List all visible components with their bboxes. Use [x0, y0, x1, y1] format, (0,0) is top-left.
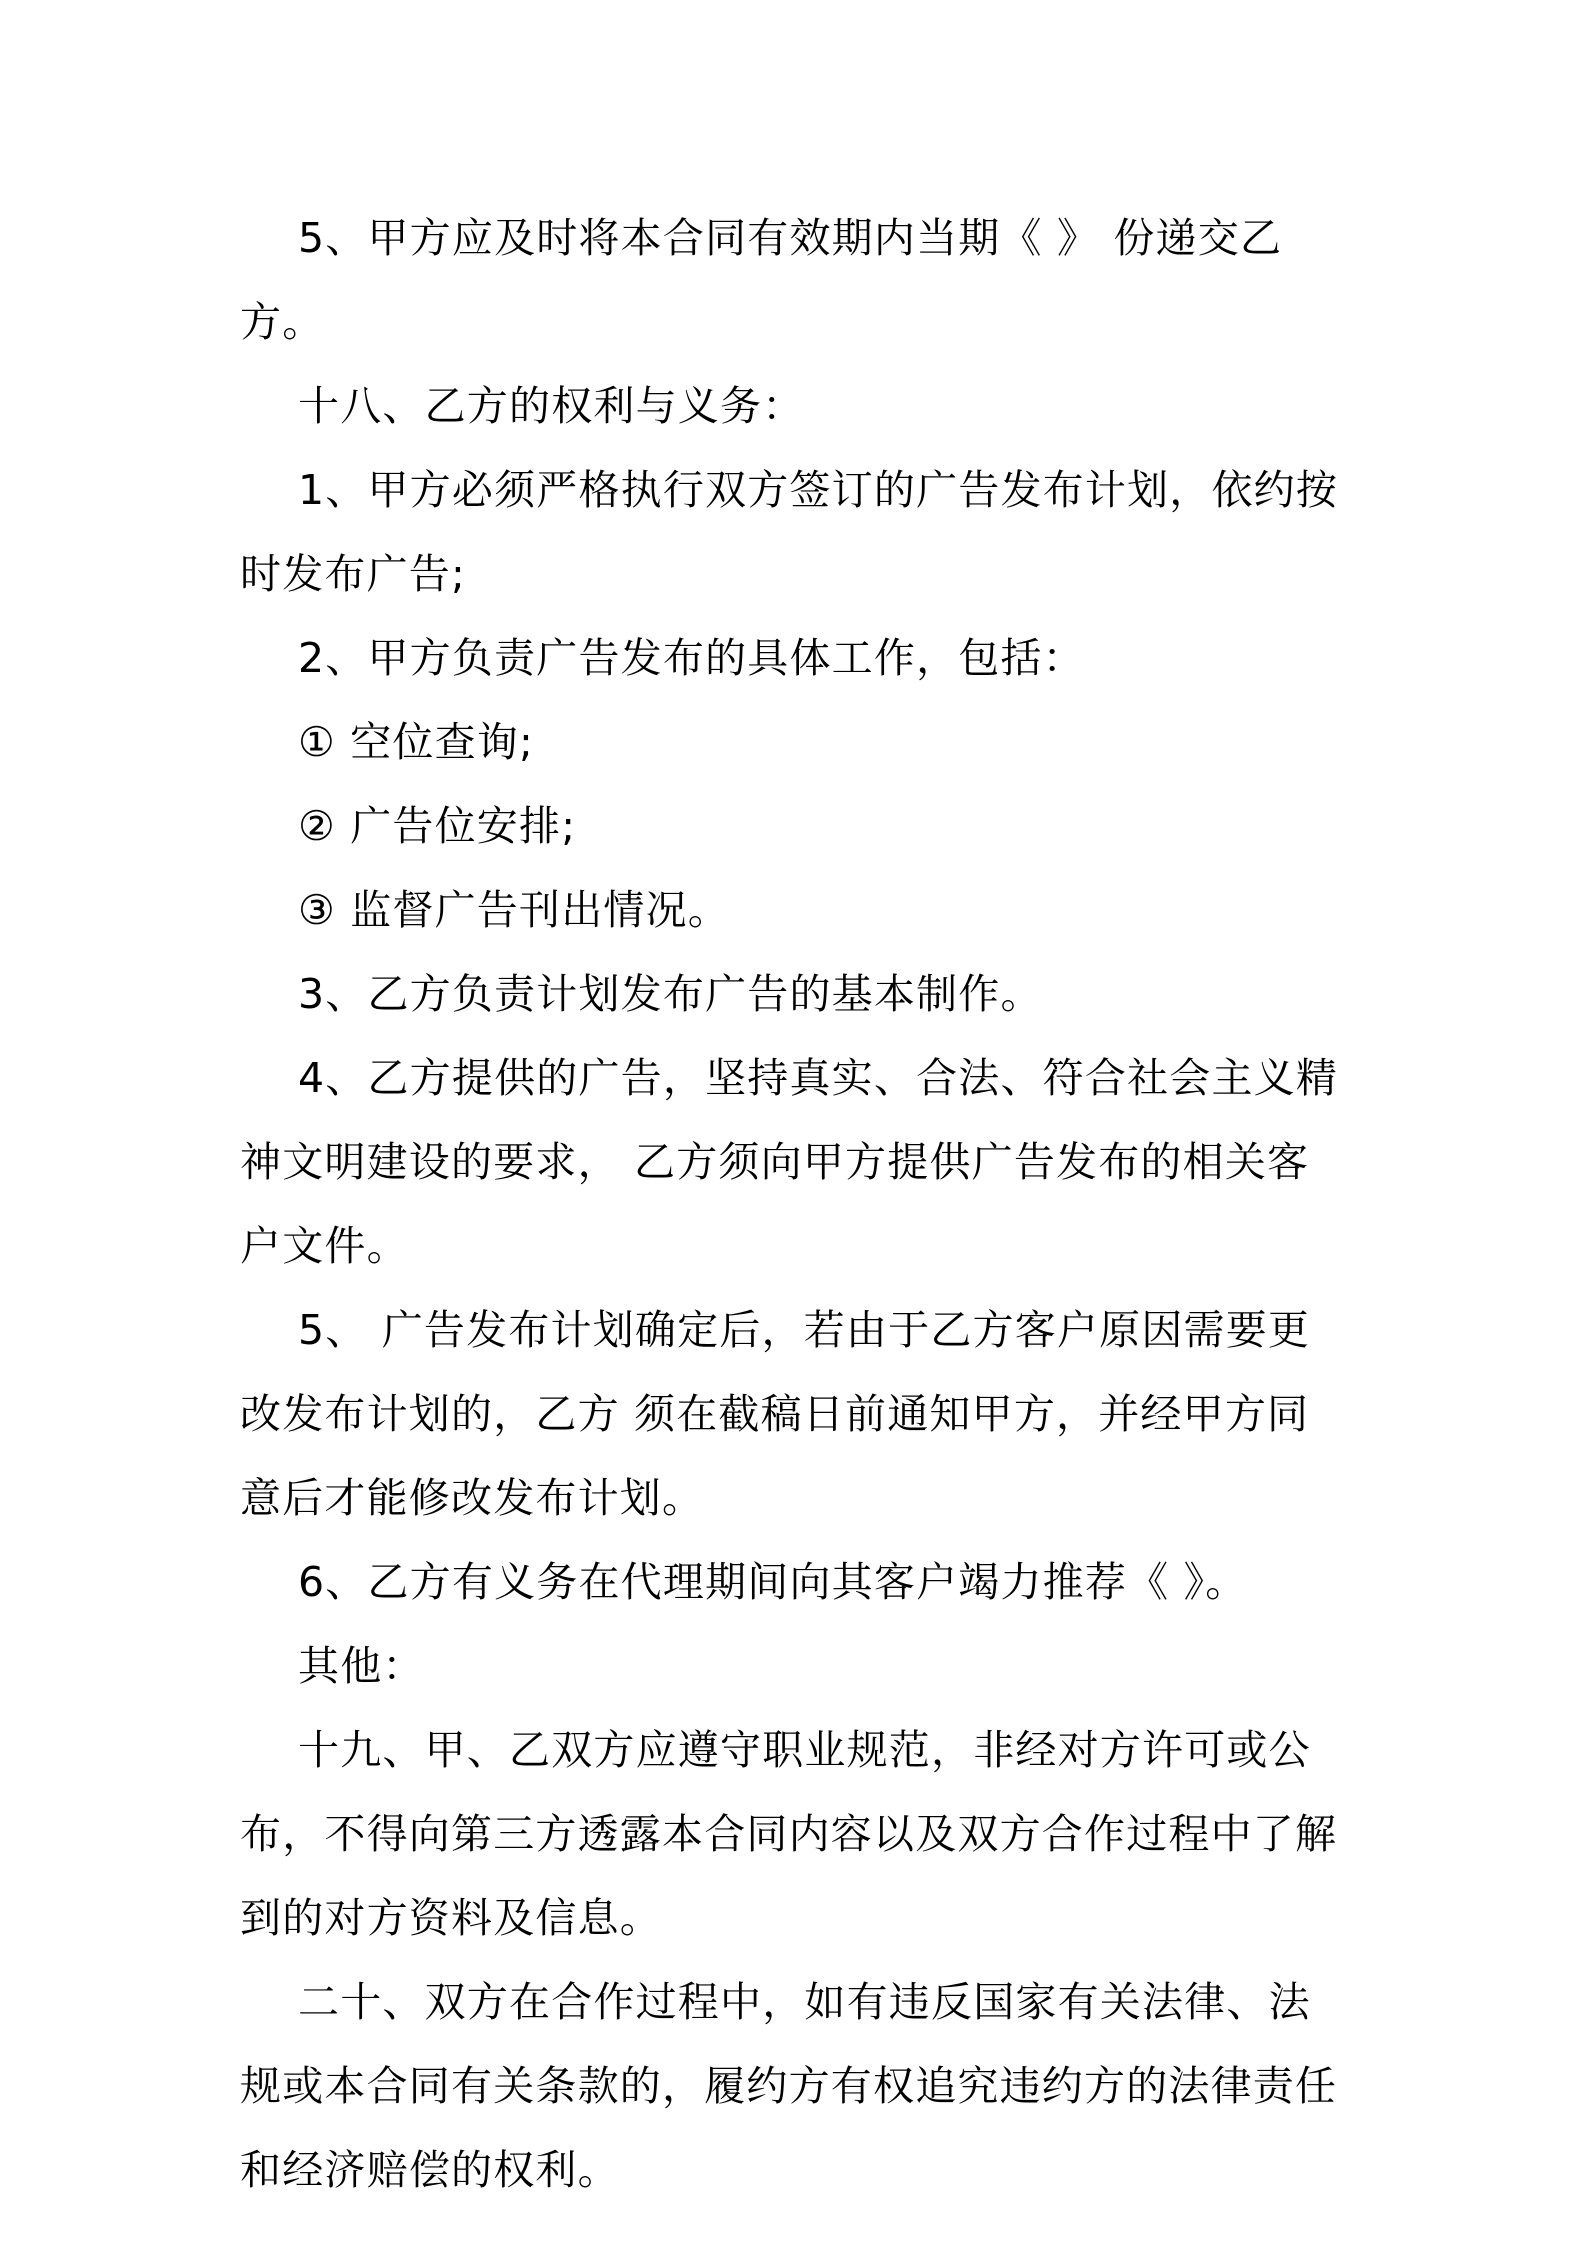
paragraph-item-4: 4、乙方提供的广告，坚持真实、合法、符合社会主义精神文明建设的要求， 乙方须向甲方提供广告发布的相关客户文件。 — [240, 1054, 1339, 1270]
paragraph-item-6: 6、乙方有义务在代理期间向其客户竭力推荐《 》。 — [298, 1558, 1248, 1606]
paragraph-item-2: 2、甲方负责广告发布的具体工作，包括： — [298, 634, 1085, 682]
section-heading-other: 其他： — [298, 1642, 425, 1690]
list-item-ad-placement: ② 广告位安排; — [298, 802, 577, 850]
paragraph-section-20: 二十、双方在合作过程中，如有违反国家有关法律、法规或本合同有关条款的，履约方有权追究违约方的法律责任和经济赔偿的权利。 — [240, 1978, 1338, 2194]
paragraph-item-5: 5、 广告发布计划确定后，若由于乙方客户原因需要更改发布计划的，乙方 须在截稿日前通知甲方，并经甲方同意后才能修改发布计划。 — [240, 1306, 1311, 1522]
paragraph-item-1: 1、甲方必须严格执行双方签订的广告发布计划，依约按时发布广告; — [240, 466, 1339, 598]
document-body — [240, 196, 1350, 2212]
paragraph-section-19: 十九、甲、乙双方应遵守职业规范，非经对方许可或公布，不得向第三方透露本合同内容以及双方合作过程中了解到的对方资料及信息。 — [240, 1726, 1338, 1942]
section-heading-party-b-rights: 十八、乙方的权利与义务： — [298, 382, 805, 430]
list-item-supervision: ③ 监督广告刊出情况。 — [298, 886, 730, 934]
list-item-vacancy-query: ① 空位查询; — [298, 718, 535, 766]
paragraph-item-3: 3、乙方负责计划发布广告的基本制作。 — [298, 970, 1043, 1018]
paragraph-delivery-obligation: 5、甲方应及时将本合同有效期内当期《 》 份递交乙方。 — [240, 214, 1283, 346]
